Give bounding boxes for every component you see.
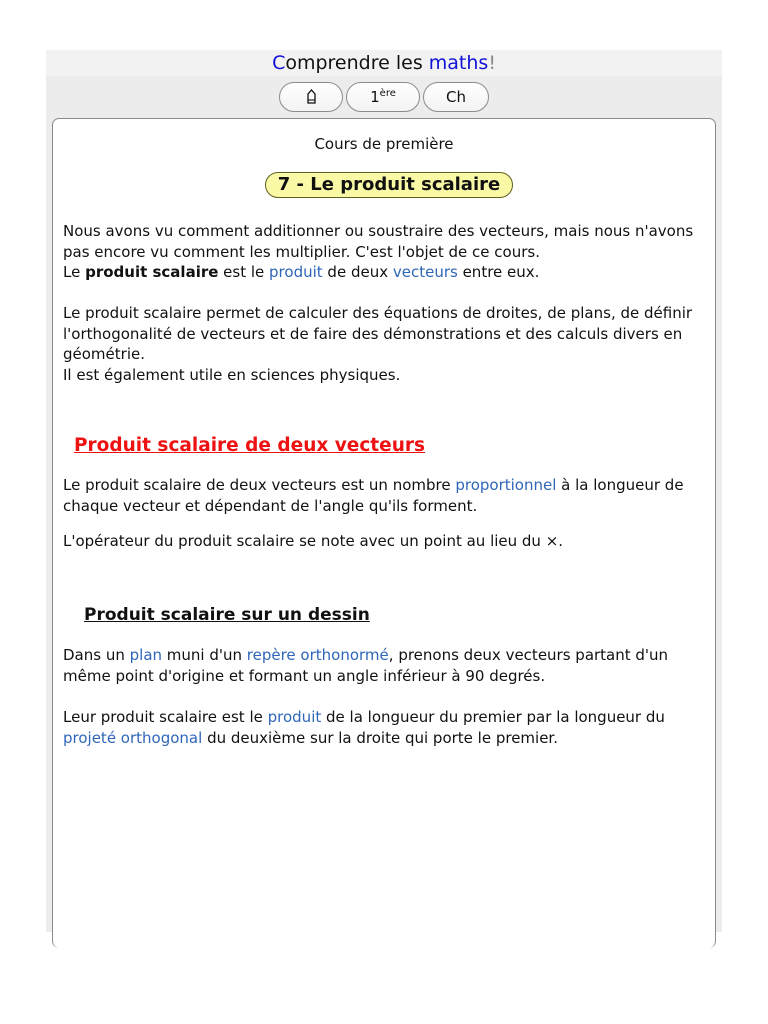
site-title-maths: maths	[428, 52, 489, 74]
home-button[interactable]	[279, 82, 343, 112]
section2-p2-suffix: du deuxième sur la droite qui porte le premier.	[202, 728, 558, 747]
pencil-icon	[307, 85, 316, 100]
page-frame	[46, 50, 722, 932]
level-label: 1	[370, 88, 380, 106]
intro-line1: Nous avons vu comment additionner ou soustraire des vecteurs, mais nous n'avons pas encore vu comment les multiplier. C'est l'objet de ce cours.	[63, 222, 694, 261]
intro-line2-prefix: Le	[63, 263, 86, 281]
link-plan[interactable]: plan	[129, 646, 163, 664]
link-proportionnel[interactable]: proportionnel	[455, 476, 557, 494]
link-repere-orthonorme[interactable]: repère orthonormé	[246, 646, 389, 664]
level-button[interactable]	[346, 82, 420, 112]
chapter-title: 7 - Le produit scalaire	[265, 172, 513, 198]
intro-line2-mid2: de deux	[322, 263, 393, 281]
link-produit[interactable]: produit	[269, 263, 323, 281]
section1-paragraph-1	[63, 475, 708, 516]
subsection-heading-dessin: Produit scalaire sur un dessin	[84, 605, 370, 625]
link-vecteurs[interactable]: vecteurs	[392, 263, 458, 281]
section1-paragraph-2: L'opérateur du produit scalaire se note avec un point au lieu du ×.	[63, 532, 564, 550]
intro-bold-term: produit scalaire	[85, 263, 219, 281]
intro-line2-mid: est le	[218, 263, 270, 281]
site-title[interactable]	[46, 50, 722, 76]
section2-p2-prefix: Leur produit scalaire est le	[63, 708, 268, 726]
site-title-initial: C	[272, 52, 286, 74]
intro-para2-b: Il est également utile en sciences physiques.	[63, 365, 401, 384]
course-label: Cours de première	[314, 135, 454, 153]
section-heading-produit-scalaire: Produit scalaire de deux vecteurs	[74, 435, 426, 456]
intro-line2-suffix: entre eux.	[457, 263, 540, 281]
intro-paragraph	[63, 221, 708, 283]
section2-paragraph-1	[63, 645, 708, 686]
section2-p1-prefix: Dans un	[63, 646, 130, 664]
link-projete-orthogonal[interactable]: projeté orthogonal	[63, 728, 203, 747]
section2-p1-suffix: , prenons deux vecteurs partant d'un même point d'origine et formant un angle inférieur à 90 degrés.	[63, 646, 669, 685]
level-sup: ère	[379, 88, 396, 99]
site-title-bang: !	[488, 52, 496, 74]
section1-p1-prefix: Le produit scalaire de deux vecteurs est un nombre	[63, 476, 456, 494]
chapter-button-label: Ch	[446, 88, 466, 106]
content-panel	[52, 118, 716, 948]
site-title-text: omprendre les	[285, 52, 429, 74]
nav-bar	[46, 76, 722, 118]
link-produit-2[interactable]: produit	[267, 708, 322, 726]
intro-para2: Le produit scalaire permet de calculer des équations de droites, de plans, de définir l'orthogonalité de vecteurs et de faire des démonstrations et des calculs divers en géométrie.	[63, 304, 693, 363]
section2-paragraph-2	[63, 707, 708, 748]
section2-p1-mid: muni d'un	[162, 646, 247, 664]
section1-p1-suffix: à la longueur de chaque vecteur et dépendant de l'angle qu'ils forment.	[63, 476, 684, 515]
intro-paragraph-2	[63, 303, 708, 385]
section2-p2-mid: de la longueur du premier par la longueur du	[321, 708, 665, 726]
chapter-button[interactable]	[423, 82, 489, 112]
